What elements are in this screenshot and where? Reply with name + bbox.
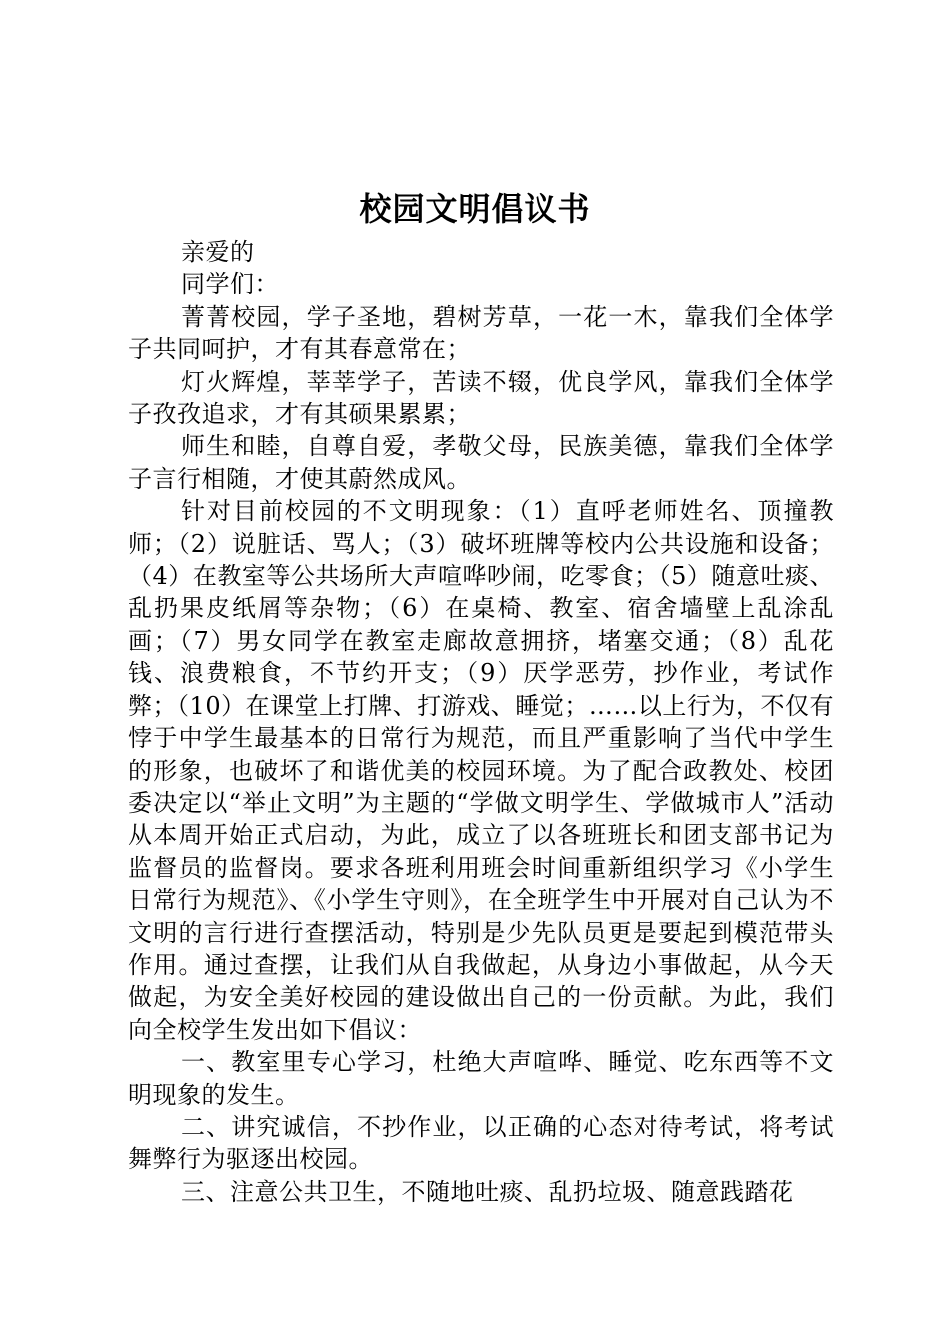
body-paragraph: 师生和睦，自尊自爱，孝敬父母，民族美德，靠我们全体学子言行相随，才使其蔚然成风。 bbox=[128, 432, 834, 493]
proposal-item: 三、注意公共卫生，不随地吐痰、乱扔垃圾、随意践踏花 bbox=[181, 1177, 794, 1206]
salutation-line-1: 亲爱的 bbox=[181, 238, 255, 266]
document-body bbox=[128, 236, 834, 1208]
body-paragraph: 针对目前校园的不文明现象：（1）直呼老师姓名、顶撞教师；（2）说脏话、骂人；（3）破坏班牌等校内公共设施和设备；（4）在教室等公共场所大声喧哗吵闹，吃零食；（5）随意吐痰、乱扔果皮纸屑等杂物；（6）在桌椅、教室、宿舍墙壁上乱涂乱画；（7）男女同学在教室走廊故意拥挤，堵塞交通；（8）乱花钱、浪费粮食，不节约开支；（9）厌学恶劳，抄作业，考试作弊；（10）在课堂上打牌、打游戏、睡觉；……以上行为，不仅有悖于中学生最基本的日常行为规范，而且严重影响了当代中学生的形象，也破坏了和谐优美的校园环境。为了配合政教处、校团委决定以“举止文明”为主题的“学做文明学生、学做城市人”活动从本周开始正式启动，为此，成立了以各班班长和团支部书记为监督员的监督岗。要求各班利用班会时间重新组织学习《小学生日常行为规范》、《小学生守则》，在全班学生中开展对自己认为不文明的言行进行查摆活动，特别是少先队员更是要起到模范带头作用。通过查摆，让我们从自我做起，从身边小事做起，从今天做起，为安全美好校园的建设做出自己的一份贡献。为此，我们向全校学生发出如下倡议： bbox=[128, 497, 834, 1044]
body-paragraph: 灯火辉煌，莘莘学子，苦读不辍，优良学风，靠我们全体学子孜孜追求，才有其硕果累累； bbox=[128, 367, 834, 429]
document-title: 校园文明倡议书 bbox=[359, 190, 591, 228]
salutation-line-2: 同学们： bbox=[181, 270, 279, 299]
body-paragraph: 菁菁校园，学子圣地，碧树芳草，一花一木，靠我们全体学子共同呵护，才有其春意常在； bbox=[128, 302, 834, 364]
proposal-item: 二、讲究诚信，不抄作业，以正确的心态对待考试，将考试舞弊行为驱逐出校园。 bbox=[128, 1112, 834, 1174]
proposal-item: 一、教室里专心学习，杜绝大声喧哗、睡觉、吃东西等不文明现象的发生。 bbox=[128, 1048, 834, 1109]
